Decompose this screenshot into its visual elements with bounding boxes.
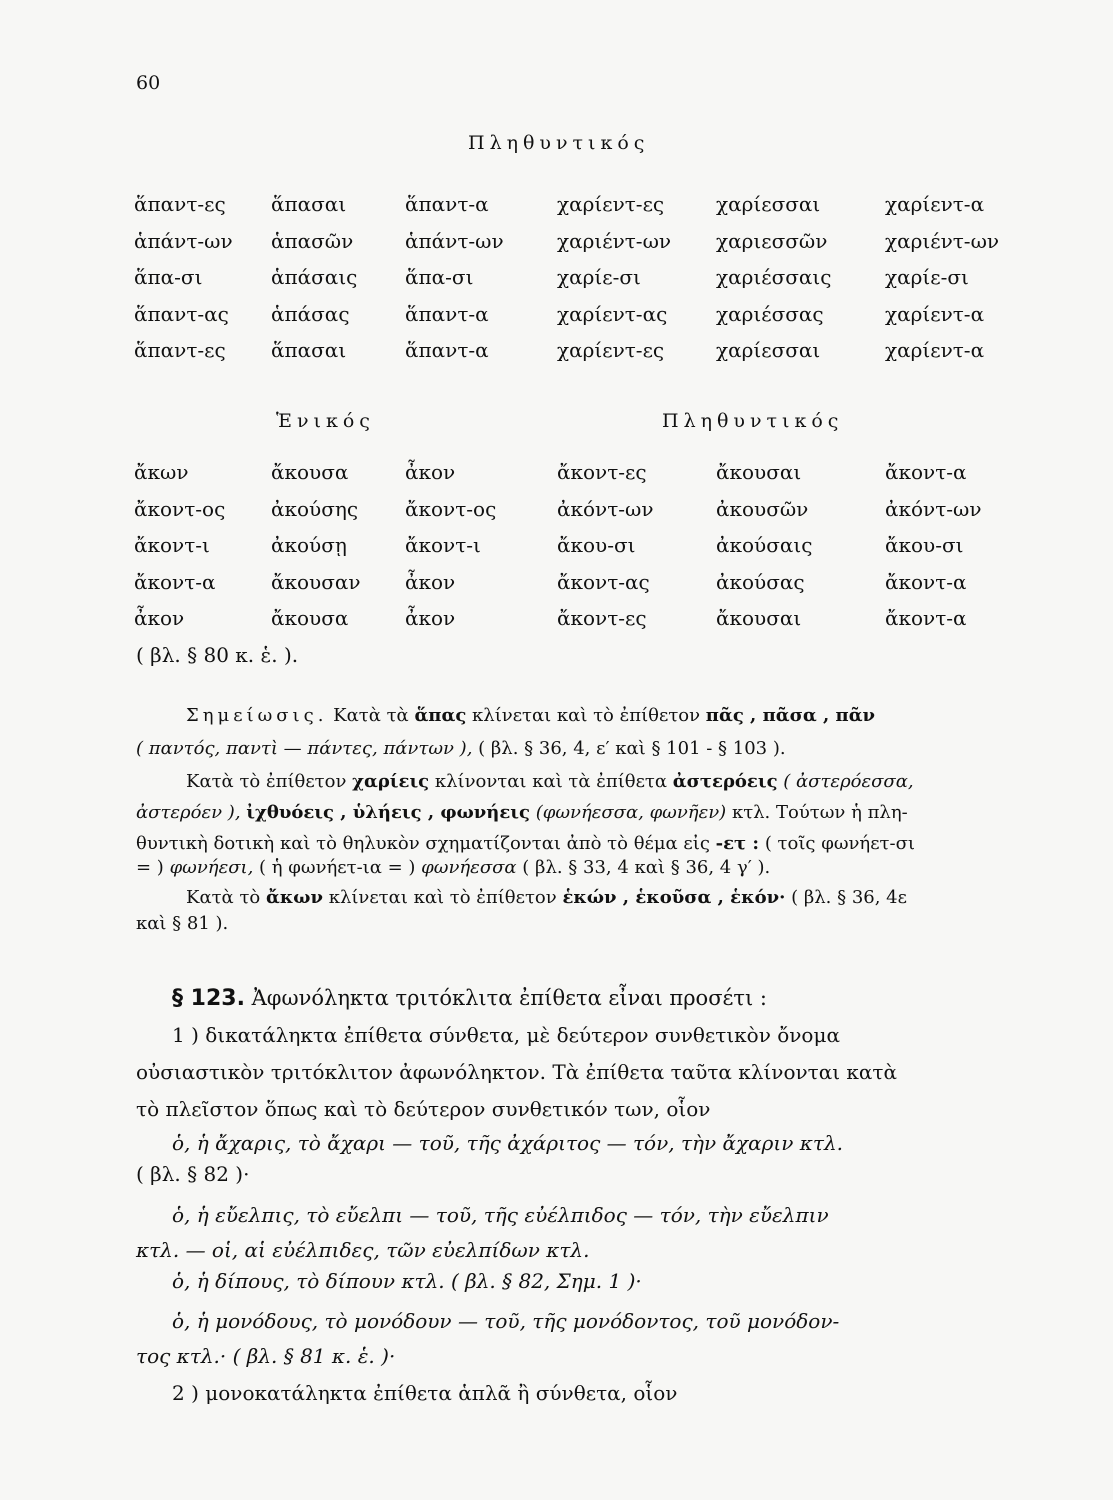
table-cell: χαρίεντ-ες	[557, 338, 665, 362]
table-cell: ἄκοντ-α	[885, 606, 967, 630]
note-text: κτλ. Τούτων ἡ πλη-	[731, 802, 908, 823]
note-line-5	[136, 833, 915, 854]
table-cell: ἄκοντ-α	[885, 569, 967, 594]
note-italic: φωνήεσι,	[169, 857, 254, 878]
note-label: Σημείωσις.	[186, 705, 328, 726]
table-cell: ἅπασαι	[271, 338, 347, 362]
table-cell: ἄκοντ-ες	[557, 606, 647, 630]
note-italic: ἀστερόεν ),	[136, 802, 241, 823]
table-row	[0, 229, 1113, 263]
example-2-line1: ὁ, ἡ εὔελπις, τὸ εὔελπι — τοῦ, τῆς εὐέλπιδος — τόν, τὴν εὔελπιν	[172, 1203, 829, 1227]
section-p1-line1: 1 ) δικατάληκτα ἐπίθετα σύνθετα, μὲ δεύτερον συνθετικὸν ὄνομα	[172, 1023, 840, 1047]
note-bold: ἅπας	[414, 705, 467, 726]
table-cell: χαρίεντ-ες	[557, 192, 665, 216]
table-cell: χαρίεντ-α	[885, 301, 985, 326]
table2-reference: ( βλ. § 80 κ. ἑ. ).	[136, 643, 299, 667]
table-cell: ἁπάσαις	[271, 265, 358, 289]
table1-heading: Πληθυντικός	[468, 132, 650, 154]
table-cell: ἀκόντ-ων	[885, 496, 982, 521]
note-line-4	[136, 802, 908, 823]
table2-heading-plural: Πληθυντικός	[662, 410, 844, 432]
table-cell: ἀκούσας	[716, 569, 805, 594]
table-cell: ἄκοντ-ος	[405, 496, 497, 521]
table-cell: ἁπασῶν	[271, 228, 354, 253]
note-bold: ἑκών , ἑκοῦσα , ἑκόν·	[562, 887, 786, 908]
table-cell: ἅπασαι	[271, 192, 347, 216]
note-text: ( τοῖς φωνήετ-σι	[764, 833, 915, 854]
page-number: 60	[136, 72, 161, 94]
table-cell: ἅπαντ-ες	[134, 192, 226, 216]
table-cell: ἁπάσας	[271, 301, 350, 326]
table-cell: ἅπαντ-α	[405, 301, 489, 326]
table-row	[0, 606, 1113, 640]
table-row	[0, 338, 1113, 372]
note-line-8: καὶ § 81 ).	[136, 913, 229, 934]
table-cell: ἀκούσαις	[716, 533, 813, 557]
table-cell: ἁπάντ-ων	[134, 228, 233, 253]
section-number: § 123.	[172, 986, 245, 1011]
note-line-3	[186, 771, 914, 792]
table-cell: ἄκοντ-ας	[557, 569, 650, 594]
table-cell: ἅπα-σι	[405, 265, 474, 289]
note-line-2	[136, 738, 786, 759]
table-row	[0, 302, 1113, 336]
table-cell: ἆκον	[405, 606, 456, 630]
note-bold: χαρίεις	[352, 771, 430, 792]
table-cell: ἀκούσῃ	[271, 533, 347, 557]
note-text: Κατὰ τὸ	[186, 887, 261, 908]
table-cell: χαρίεσσαι	[716, 192, 821, 216]
table-cell: ἄκοντ-ι	[405, 533, 481, 557]
table-cell: ἄκοντ-α	[134, 569, 216, 594]
table-row	[0, 533, 1113, 567]
note-text: θυντικὴ δοτικὴ καὶ τὸ θηλυκὸν σχηματίζονται ἀπὸ τὸ θέμα εἰς	[136, 833, 710, 854]
table-cell: ἄκουσαι	[716, 460, 802, 484]
table2-heading-singular: Ἑνικός	[276, 410, 375, 432]
note-italic: φωνήεσσα	[421, 857, 517, 878]
note-italic: (φωνήεσσα, φωνῆεν)	[535, 802, 727, 823]
table-cell: ἄκων	[134, 460, 189, 484]
table-cell: χαριέντ-ων	[557, 228, 672, 253]
note-text: = )	[136, 857, 164, 878]
note-bold: πᾶς , πᾶσα , πᾶν	[705, 705, 876, 726]
table-cell: ἄκοντ-ες	[557, 460, 647, 484]
table-cell: ἅπαντ-α	[405, 192, 489, 216]
table-cell: χαριέσσαις	[716, 265, 832, 289]
example-4-line1: ὁ, ἡ μονόδους, τὸ μονόδουν — τοῦ, τῆς μονόδοντος, τοῦ μονόδον-	[172, 1309, 840, 1333]
table-cell: ἅπαντ-ας	[134, 301, 229, 326]
table-cell: ἄκοντ-ος	[134, 496, 226, 521]
table-cell: ἀκόντ-ων	[557, 496, 654, 521]
example-2-line2: κτλ. — οἱ, αἱ εὐέλπιδες, τῶν εὐελπίδων κτλ.	[136, 1238, 590, 1262]
table-row	[0, 497, 1113, 531]
note-text: Κατὰ τὰ	[333, 705, 409, 726]
table-cell: ἄκουσαι	[716, 606, 802, 630]
table-cell: ἆκον	[405, 569, 456, 594]
note-text: ( ἡ φωνήετ-ια = )	[259, 857, 416, 878]
note-text: κλίνεται καὶ τὸ ἐπίθετον	[328, 887, 557, 908]
table-row	[0, 460, 1113, 494]
section-p1-line2: οὐσιαστικὸν τριτόκλιτον ἀφωνόληκτον. Τὰ ἐπίθετα ταῦτα κλίνονται κατὰ	[136, 1060, 898, 1084]
table-cell: ἅπαντ-α	[405, 338, 489, 362]
note-bold: ἰχθυόεις , ὑλήεις , φωνήεις	[246, 802, 530, 823]
table-row	[0, 192, 1113, 226]
section-123-heading	[172, 986, 767, 1011]
table-cell: χαρίεσσαι	[716, 338, 821, 362]
table-cell: ἀκούσης	[271, 496, 359, 521]
note-bold: -ετ :	[715, 833, 760, 854]
table-cell: ἄκουσαν	[271, 569, 361, 594]
table-cell: ἄκουσα	[271, 460, 349, 484]
note-italic: ( ἀστερόεσσα,	[783, 771, 914, 792]
table-cell: χαρίε-σι	[557, 265, 641, 289]
table-cell: ἅπα-σι	[134, 265, 203, 289]
table-cell: χαρίεντ-ας	[557, 301, 668, 326]
example-4-line2: τος κτλ.· ( βλ. § 81 κ. ἑ. )·	[136, 1344, 396, 1368]
note-line-6	[136, 857, 770, 878]
note-text: κλίνονται καὶ τὰ ἐπίθετα	[434, 771, 668, 792]
table-cell: χαριεσσῶν	[716, 228, 828, 253]
note-italic: ( παντός, παντὶ — πάντες, πάντων ),	[136, 738, 473, 759]
table-cell: ἆκον	[405, 460, 456, 484]
table-cell: ἀκουσῶν	[716, 496, 809, 521]
section-p2: 2 ) μονοκατάληκτα ἐπίθετα ἁπλᾶ ἢ σύνθετα, οἷον	[172, 1381, 678, 1405]
table-cell: ἄκοντ-ι	[134, 533, 210, 557]
table-cell: χαρίεντ-α	[885, 192, 985, 216]
table-cell: χαριέσσας	[716, 301, 824, 326]
note-text: ( βλ. § 33, 4 καὶ § 36, 4 γ′ ).	[522, 857, 771, 878]
note-text: Κατὰ τὸ ἐπίθετον	[186, 771, 347, 792]
table-cell: ἅπαντ-ες	[134, 338, 226, 362]
note-text: ( βλ. § 36, 4ε	[791, 887, 907, 908]
table-row	[0, 265, 1113, 299]
note-line-7	[186, 887, 907, 908]
table-cell: ἄκου-σι	[557, 533, 636, 557]
table-cell: ἄκοντ-α	[885, 460, 967, 484]
table-cell: ἁπάντ-ων	[405, 228, 504, 253]
table-cell: ἄκου-σι	[885, 533, 964, 557]
table-cell: ἆκον	[134, 606, 185, 630]
note-bold: ἀστερόεις	[672, 771, 778, 792]
section-p1-line3: τὸ πλεῖστον ὅπως καὶ τὸ δεύτερον συνθετικόν των, οἷον	[136, 1097, 711, 1121]
note-line-1	[186, 705, 875, 726]
table-cell: ἄκουσα	[271, 606, 349, 630]
table-cell: χαρίε-σι	[885, 265, 969, 289]
table-cell: χαριέντ-ων	[885, 228, 1000, 253]
note-text: ( βλ. § 36, 4, ε′ καὶ § 101 - § 103 ).	[478, 738, 786, 759]
section-title: Ἀφωνόληκτα τριτόκλιτα ἐπίθετα εἶναι προσέτι :	[251, 986, 768, 1010]
note-text: κλίνεται καὶ τὸ ἐπίθετον	[472, 705, 701, 726]
table-row	[0, 570, 1113, 604]
example-1-line1: ὁ, ἡ ἄχαρις, τὸ ἄχαρι — τοῦ, τῆς ἀχάριτος — τόν, τὴν ἄχαριν κτλ.	[172, 1131, 843, 1155]
example-1-line2: ( βλ. § 82 )·	[136, 1162, 250, 1186]
note-bold: ἄκων	[265, 887, 323, 908]
table-cell: χαρίεντ-α	[885, 338, 985, 362]
example-3: ὁ, ἡ δίπους, τὸ δίπουν κτλ. ( βλ. § 82, Σημ. 1 )·	[172, 1269, 642, 1293]
